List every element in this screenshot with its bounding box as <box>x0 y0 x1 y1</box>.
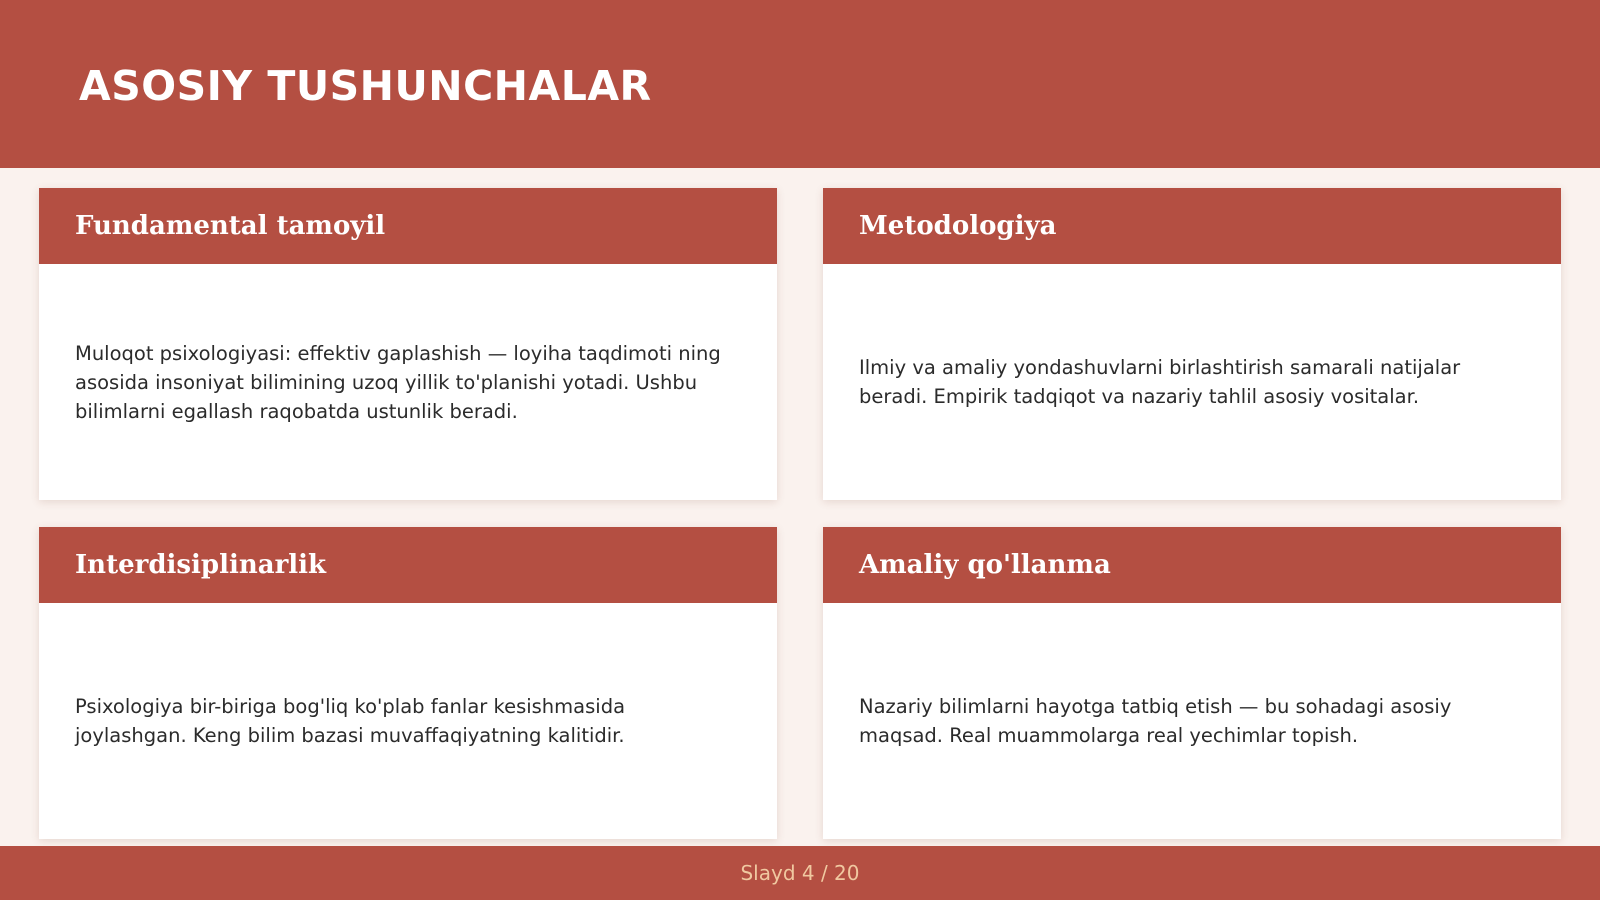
card-body <box>75 264 741 500</box>
concept-card-interdisciplinarity <box>39 527 777 839</box>
card-body <box>75 603 741 839</box>
slide-footer <box>0 846 1600 900</box>
card-text: Ilmiy va amaliy yondashuvlarni birlashtirish samarali natijalar beradi. Empirik tadqiqot va nazariy tahlil asosiy vositalar. <box>859 356 1461 408</box>
concept-card-fundamental <box>39 188 777 500</box>
page-title: ASOSIY TUSHUNCHALAR <box>79 62 652 110</box>
card-title: Fundamental tamoyil <box>75 211 386 241</box>
concept-card-practical <box>823 527 1561 839</box>
slide-header <box>0 0 1600 168</box>
card-text: Nazariy bilimlarni hayotga tatbiq etish — bu sohadagi asosiy maqsad. Real muammolarga real yechimlar topish. <box>859 695 1452 747</box>
concept-card-methodology <box>823 188 1561 500</box>
card-header <box>823 527 1561 603</box>
card-body <box>859 264 1525 500</box>
card-title: Metodologiya <box>859 211 1057 241</box>
card-title: Interdisiplinarlik <box>75 550 327 580</box>
card-text: Muloqot psixologiyasi: effektiv gaplashish — loyiha taqdimoti ning asosida insoniyat bilimining uzoq yillik to'planishi yotadi. Ushbu bilimlarni egallash raqobatda ustunlik beradi. <box>75 341 721 423</box>
card-header <box>39 188 777 264</box>
card-header <box>823 188 1561 264</box>
card-header <box>39 527 777 603</box>
card-title: Amaliy qo'llanma <box>859 550 1111 580</box>
card-text: Psixologiya bir-biriga bog'liq ko'plab fanlar kesishmasida joylashgan. Keng bilim bazasi muvaffaqiyatning kalitidir. <box>75 695 626 747</box>
slide-counter: Slayd 4 / 20 <box>740 861 860 885</box>
card-body <box>859 603 1525 839</box>
